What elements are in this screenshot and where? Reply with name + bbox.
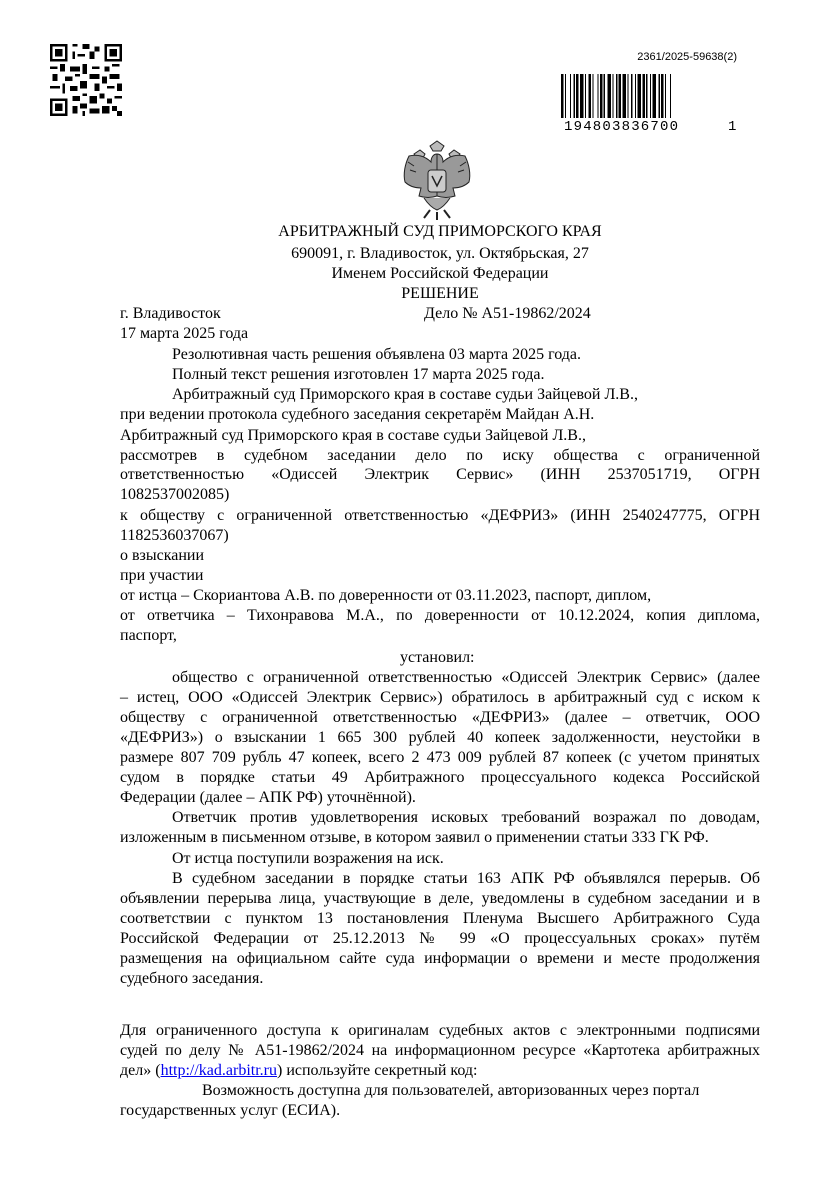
document-number: 2361/2025-59638(2) <box>637 51 737 63</box>
body-line: Арбитражный суд Приморского края в составе судьи Зайцевой Л.В., <box>120 427 586 444</box>
body-line: паспорт, <box>120 627 177 644</box>
body-line: – истец, ООО «Одиссей Электрик Сервис») обратилось в арбитражный суд с иском к <box>120 689 760 706</box>
body-line: судебного заседания. <box>120 970 264 987</box>
body-line: Федерации (далее – АПК РФ) уточнённой). <box>120 789 416 806</box>
body-line: изложенным в письменном отзыве, в котором заявил о применении статьи 333 ГК РФ. <box>120 829 709 846</box>
court-address: 690091, г. Владивосток, ул. Октябрьская, 27 <box>291 245 589 262</box>
body-line: Российской Федерации от 25.12.2013 № 99 «О процессуальных сроках» путём <box>120 930 760 947</box>
body-line: от истца – Скориантова А.В. по доверенности от 03.11.2023, паспорт, диплом, <box>120 587 652 604</box>
footer-text: дел» ( <box>120 1062 161 1079</box>
body-line: о взыскании <box>120 547 205 564</box>
coat-of-arms-icon <box>400 140 474 222</box>
established-heading: установил: <box>400 649 475 666</box>
footer-text: ) используйте секретный код: <box>276 1062 478 1079</box>
footer-line <box>120 1061 760 1081</box>
body-line: от ответчика – Тихонравова М.А., по доверенности от 10.12.2024, копия диплома, <box>120 607 760 624</box>
footer-line: Для ограниченного доступа к оригиналам судебных актов с электронными подписями <box>120 1022 760 1039</box>
footer-line: судей по делу № А51-19862/2024 на информационном ресурсе «Картотека арбитражных <box>120 1042 760 1059</box>
document-type: РЕШЕНИЕ <box>401 285 479 302</box>
body-line: общество с ограниченной ответственностью «Одиссей Электрик Сервис» (далее <box>172 669 760 686</box>
body-line: при ведении протокола судебного заседания секретарём Майдан А.Н. <box>120 406 595 423</box>
footer-line: государственных услуг (ЕСИА). <box>120 1102 341 1119</box>
body-line: От истца поступили возражения на иск. <box>172 850 444 867</box>
case-number: Дело № А51-19862/2024 <box>424 305 591 322</box>
body-line: обществу с ограниченной ответственностью «ДЕФРИЗ» (далее – ответчик, ООО <box>120 709 760 726</box>
body-line: Полный текст решения изготовлен 17 марта 2025 года. <box>172 366 545 383</box>
body-line: при участии <box>120 567 204 584</box>
body-line: 1082537002085) <box>120 486 230 503</box>
body-line: к обществу с ограниченной ответственностью «ДЕФРИЗ» (ИНН 2540247775, ОГРН <box>120 507 760 524</box>
in-name-of: Именем Российской Федерации <box>331 265 549 282</box>
qr-code-icon <box>50 44 122 116</box>
court-name: АРБИТРАЖНЫЙ СУД ПРИМОРСКОГО КРАЯ <box>278 223 602 240</box>
body-line: «ДЕФРИЗ») о взыскании 1 665 300 рублей 40 копеек задолженности, неустойки в <box>120 729 760 746</box>
body-line: В судебном заседании в порядке статьи 163 АПК РФ объявлялся перерыв. Об <box>172 870 760 887</box>
kad-arbitr-link[interactable]: http://kad.arbitr.ru <box>160 1062 277 1079</box>
body-line: Арбитражный суд Приморского края в составе судьи Зайцевой Л.В., <box>172 386 638 403</box>
barcode-icon <box>560 74 740 132</box>
body-line: ответственностью «Одиссей Электрик Сервис» (ИНН 2537051719, ОГРН <box>120 466 760 483</box>
body-line: размещения на официальном сайте суда информации о времени и месте продолжения <box>120 950 760 967</box>
barcode-digits: 194803836700 <box>564 119 680 132</box>
barcode-last-digit: 1 <box>728 119 737 132</box>
footer-line: Возможность доступна для пользователей, авторизованных через портал <box>202 1082 700 1099</box>
city: г. Владивосток <box>120 305 221 322</box>
body-line: объявлении перерыва лица, участвующие в деле, уведомлены в судебном заседании и в <box>120 890 760 907</box>
body-line: Ответчик против удовлетворения исковых требований возражал по доводам, <box>172 809 760 826</box>
body-line: 1182536037067) <box>120 527 229 544</box>
body-line: Резолютивная часть решения объявлена 03 марта 2025 года. <box>172 346 582 363</box>
body-line: размере 807 709 рубль 47 копеек, всего 2 473 009 рублей 87 копеек (с учетом принятых <box>120 749 760 766</box>
body-line: судом в порядке статьи 49 Арбитражного процессуального кодекса Российской <box>120 769 760 786</box>
body-line: рассмотрев в судебном заседании дело по иску общества с ограниченной <box>120 447 760 464</box>
decision-date: 17 марта 2025 года <box>120 325 249 342</box>
body-line: соответствии с пунктом 13 постановления Пленума Высшего Арбитражного Суда <box>120 910 760 927</box>
